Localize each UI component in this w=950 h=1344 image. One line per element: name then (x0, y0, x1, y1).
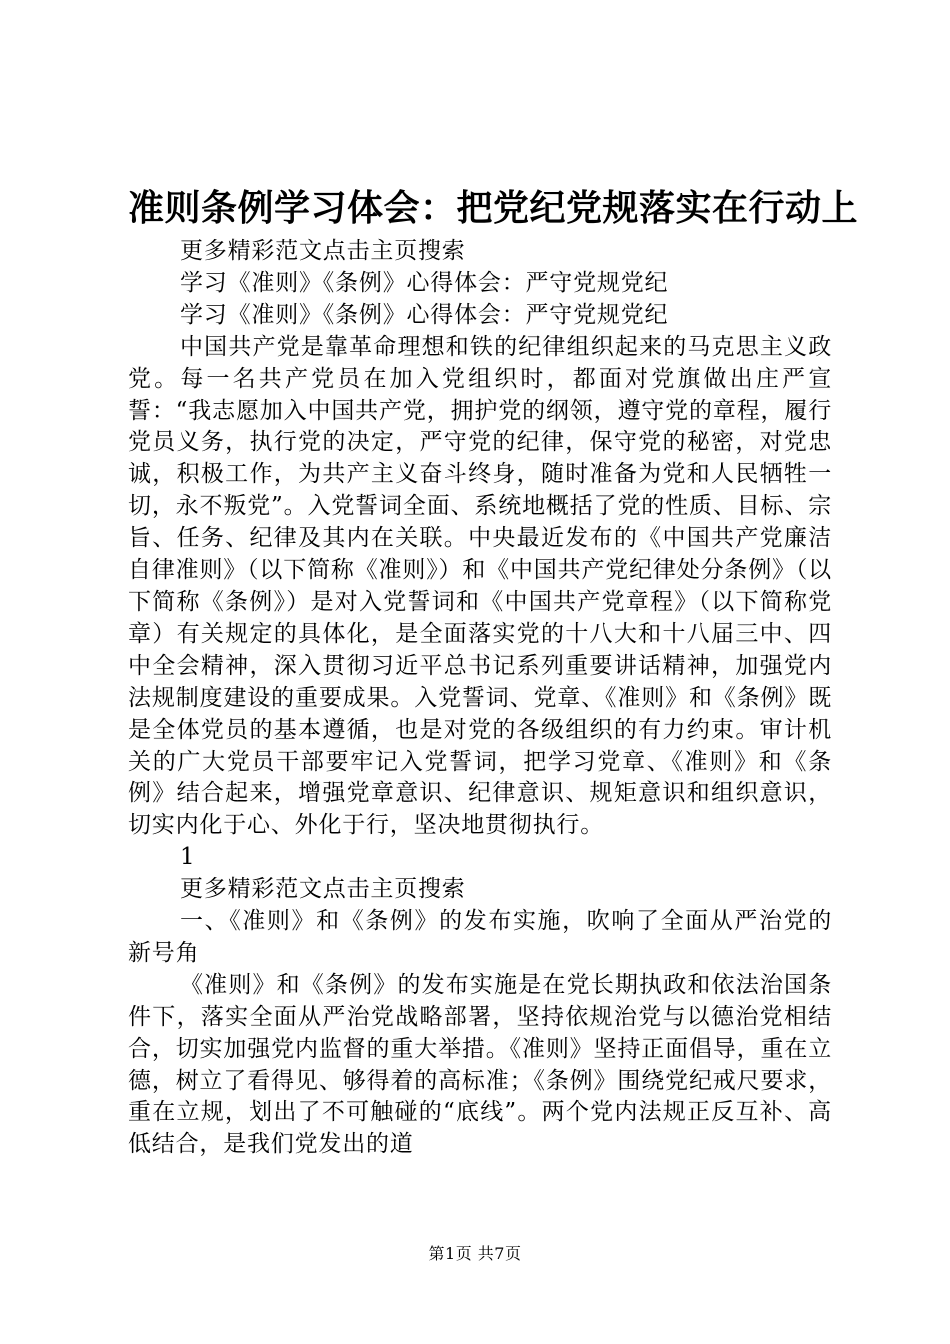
body-paragraph: 《准则》和《条例》的发布实施是在党长期执政和依法治国条件下，落实全面从严治党战略部署，坚持依规治党与以德治党相结合，切实加强党内监督的重大举措。《准则》坚持正面倡导，重在立德，树立了看得见、够得着的高标准；《条例》围绕党纪戒尺要求，重在立规，划出了不可触碰的“底线”。两个党内法规正反互补、高低结合，是我们党发出的道 (128, 971, 832, 1158)
page-footer: 第1页 共7页 (428, 1244, 522, 1263)
promo-line: 更多精彩范文点击主页搜索 (180, 238, 466, 264)
section-heading: 一、《准则》和《条例》的发布实施，吹响了全面从严治党的新号角 (128, 908, 832, 966)
document-title: 准则条例学习体会：把党纪党规落实在行动上 (128, 187, 859, 229)
inline-page-number: 1 (180, 844, 195, 871)
body-paragraph: 中国共产党是靠革命理想和铁的纪律组织起来的马克思主义政党。每一名共产党员在加入党组织时，都面对党旗做出庄严宣誓：“我志愿加入中国共产党，拥护党的纲领，遵守党的章程，履行党员义务，执行党的决定，严守党的纪律，保守党的秘密，对党忠诚，积极工作，为共产主义奋斗终身，随时准备为党和人民牺牲一切，永不叛党”。入党誓词全面、系统地概括了党的性质、目标、宗旨、任务、纪律及其内在关联。中央最近发布的《中国共产党廉洁自律准则》（以下简称《准则》）和《中国共产党纪律处分条例》（以下简称《条例》）是对入党誓词和《中国共产党章程》（以下简称党章）有关规定的具体化，是全面落实党的十八大和十八届三中、四中全会精神，深入贯彻习近平总书记系列重要讲话精神，加强党内法规制度建设的重要成果。入党誓词、党章、《准则》和《条例》既是全体党员的基本遵循，也是对党的各级组织的有力约束。审计机关的广大党员干部要牢记入党誓词，把学习党章、《准则》和《条例》结合起来，增强党章意识、纪律意识、规矩意识和组织意识，切实内化于心、外化于行，坚决地贯彻执行。 (128, 333, 832, 839)
subtitle-line: 学习《准则》《条例》心得体会：严守党规党纪 (180, 301, 669, 328)
promo-line: 更多精彩范文点击主页搜索 (180, 876, 466, 903)
subtitle-line: 学习《准则》《条例》心得体会：严守党规党纪 (180, 269, 669, 296)
document-body (128, 236, 832, 1161)
